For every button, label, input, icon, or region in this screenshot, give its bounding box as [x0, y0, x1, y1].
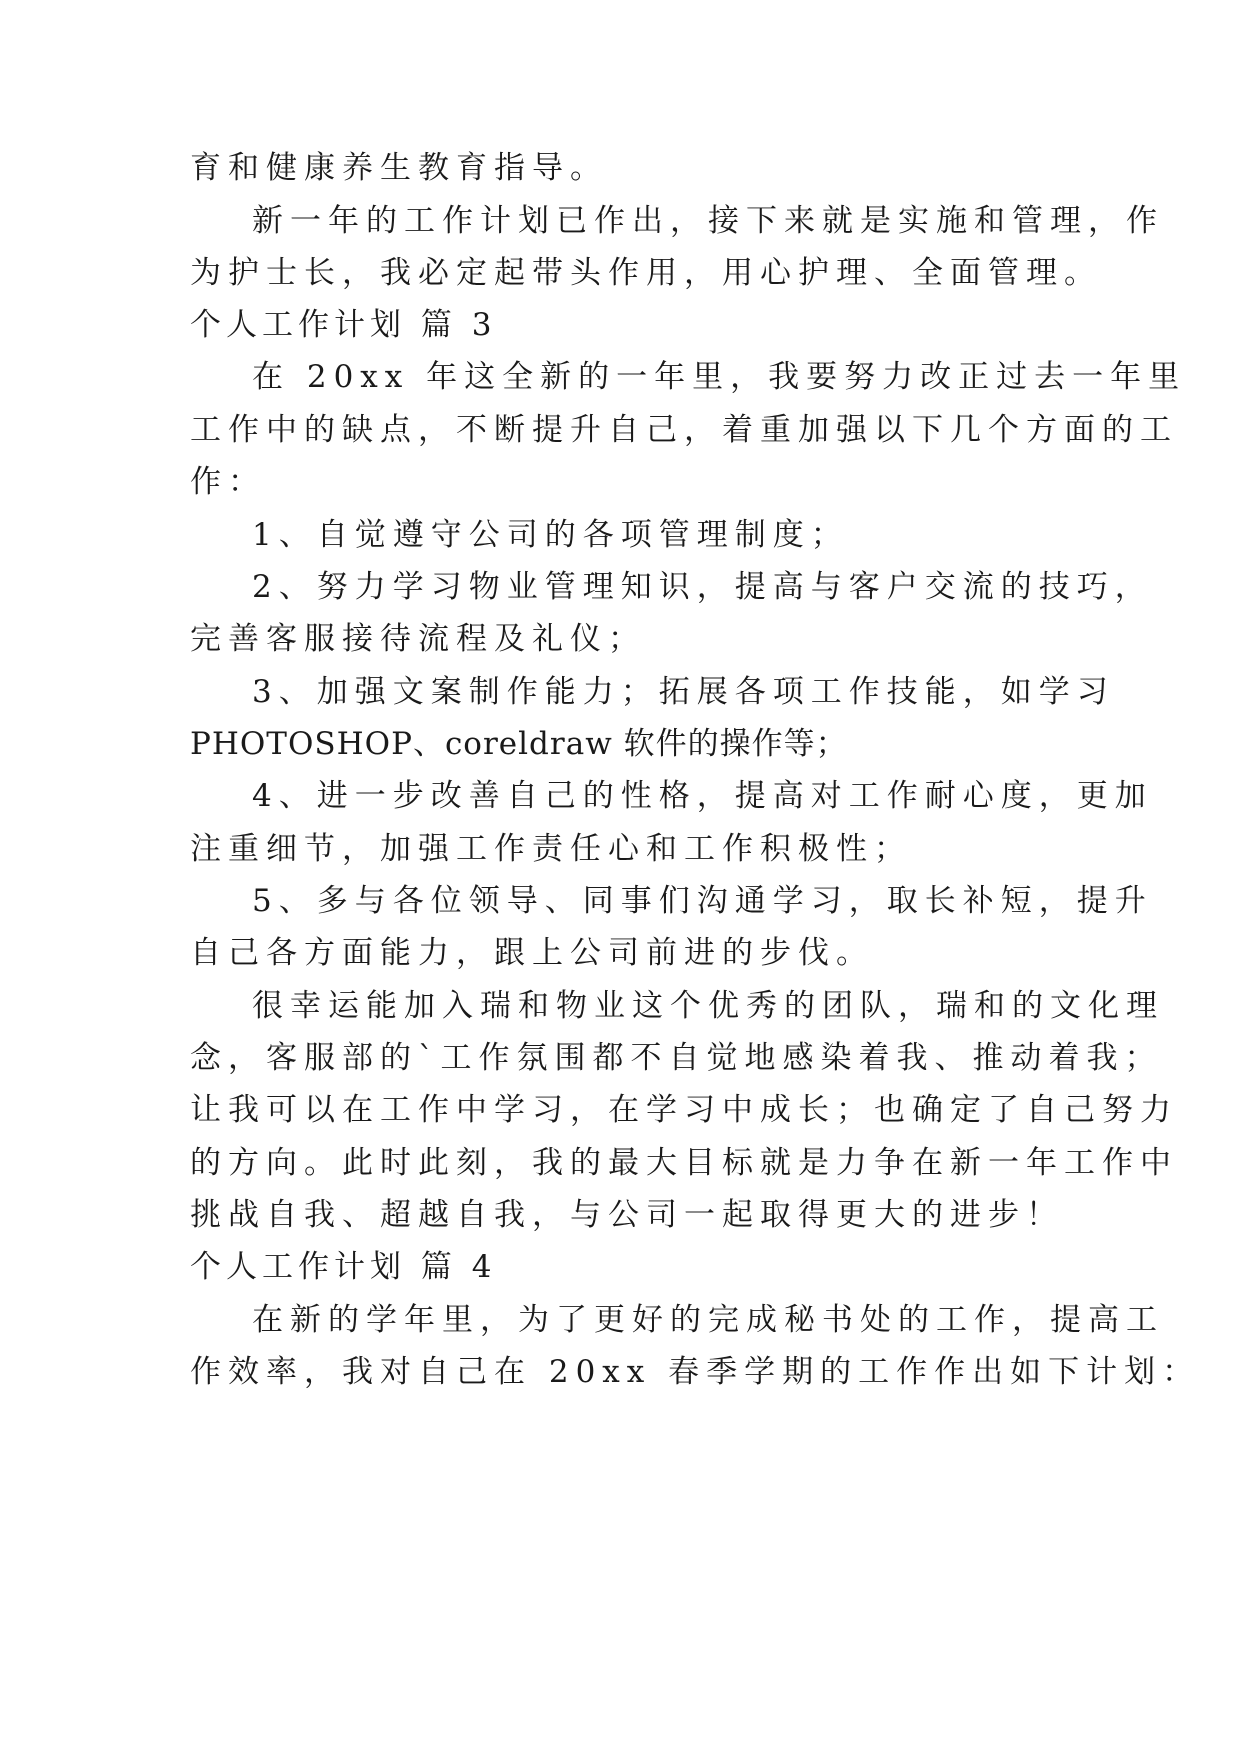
body-text-line: 很幸运能加入瑞和物业这个优秀的团队，瑞和的文化理	[252, 988, 1164, 1024]
body-text-line: 为护士长，我必定起带头作用，用心护理、全面管理。	[190, 255, 1102, 291]
body-text-line: 念，客服部的`工作氛围都不自觉地感染着我、推动着我；	[190, 1040, 1163, 1076]
list-item-line: 3、加强文案制作能力；拓展各项工作技能，如学习	[252, 674, 1115, 710]
list-item-line: 2、努力学习物业管理知识，提高与客户交流的技巧，	[252, 569, 1153, 605]
list-item-line: 1、自觉遵守公司的各项管理制度；	[252, 517, 849, 553]
list-item-line: 自己各方面能力，跟上公司前进的步伐。	[190, 935, 874, 971]
section-heading: 个人工作计划 篇 3	[190, 307, 497, 343]
body-text-line: 工作中的缺点，不断提升自己，着重加强以下几个方面的工	[190, 412, 1178, 448]
body-text-line: 在 20xx 年这全新的一年里，我要努力改正过去一年里	[252, 359, 1187, 395]
body-text-line: 新一年的工作计划已作出，接下来就是实施和管理，作	[252, 203, 1164, 239]
body-text-line: 育和健康养生教育指导。	[190, 150, 608, 186]
body-text-line: 的方向。此时此刻，我的最大目标就是力争在新一年工作中	[190, 1145, 1178, 1181]
list-item-line: 完善客服接待流程及礼仪；	[190, 621, 646, 657]
body-text-line: 让我可以在工作中学习，在学习中成长；也确定了自己努力	[190, 1092, 1178, 1128]
list-item-line: 5、多与各位领导、同事们沟通学习，取长补短，提升	[252, 883, 1153, 919]
list-item-line: PHOTOSHOP、coreldraw 软件的操作等；	[190, 726, 848, 762]
body-text-line: 作：	[190, 464, 266, 500]
list-item-line: 注重细节，加强工作责任心和工作积极性；	[190, 831, 912, 867]
section-heading: 个人工作计划 篇 4	[190, 1249, 497, 1285]
body-text-line: 在新的学年里，为了更好的完成秘书处的工作，提高工	[252, 1302, 1164, 1338]
body-text-line: 作效率，我对自己在 20xx 春季学期的工作作出如下计划：	[190, 1354, 1201, 1390]
body-text-line: 挑战自我、超越自我，与公司一起取得更大的进步！	[190, 1197, 1064, 1233]
list-item-line: 4、进一步改善自己的性格，提高对工作耐心度，更加	[252, 778, 1153, 814]
